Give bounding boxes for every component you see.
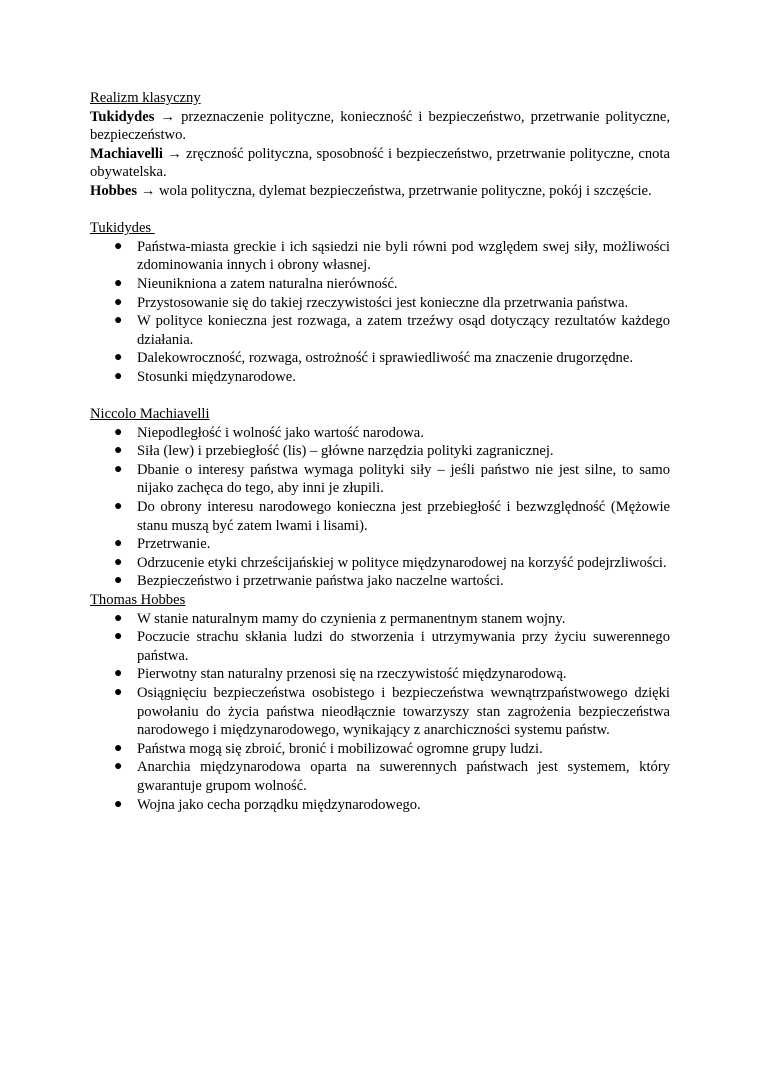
bullet-icon: ●: [114, 313, 123, 329]
list-item: ● Niepodległość i wolność jako wartość narodowa.: [114, 424, 424, 441]
spacer: [90, 201, 670, 220]
bullet-list-tukidydes: [90, 238, 670, 387]
list-item: ● Państwa mogą się zbroić, bronić i mobilizować ogromne grupy ludzi.: [114, 740, 543, 757]
bullet-icon: ●: [114, 350, 123, 366]
bullet-icon: ●: [114, 573, 123, 589]
list-item: ● Bezpieczeństwo i przetrwanie państwa jako naczelne wartości.: [114, 573, 504, 590]
bullet-icon: ●: [114, 275, 123, 291]
list-item: ● W stanie naturalnym mamy do czynienia z permanentnym stanem wojny.: [114, 610, 566, 627]
list-item: ● Dalekowroczność, rozwaga, ostrożność i sprawiedliwość ma znaczenie drugorzędne.: [114, 350, 633, 367]
intro-text: → wola polityczna, dylemat bezpieczeństwa, przetrwanie polityczne, pokój i szczęście.: [137, 182, 652, 199]
intro-text: → zręczność polityczna, sposobność i bezpieczeństwo, przetrwanie polityczne, cnota obywatelska.: [90, 145, 670, 181]
list-item: ● Osiągnięciu bezpieczeństwa osobistego i bezpieczeństwa wewnątrzpaństwowego dzięki powołaniu do życia państwa nieodłącznie towarzyszy stan zagrożenia bezpieczeństwa narodowego i międzynarodowego, wynikający z anarchiczności systemu państw.: [114, 685, 670, 739]
list-item: ● Przetrwanie.: [114, 536, 211, 553]
spacer: [90, 387, 670, 406]
list-item: ● Anarchia międzynarodowa oparta na suwerennych państwach jest systemem, który gwarantuje grupom wolność.: [114, 759, 670, 794]
list-item: ● Pierwotny stan naturalny przenosi się na rzeczywistość międzynarodową.: [114, 666, 567, 683]
bullet-icon: ●: [114, 294, 123, 310]
list-item: ● W polityce konieczna jest rozwaga, a zatem trzeźwy osąd dotyczący rezultatów każdego działania.: [114, 313, 670, 348]
bullet-icon: ●: [114, 554, 123, 570]
document-title: Realizm klasyczny: [90, 90, 201, 106]
section-heading-hobbes: Thomas Hobbes: [90, 592, 186, 609]
bullet-icon: ●: [114, 443, 123, 459]
list-item: ● Państwa-miasta greckie i ich sąsiedzi nie byli równi pod względem swej siły, możliwości zdominowania innych i obrony własnej.: [114, 238, 670, 274]
intro-paragraph-machiavelli: [90, 145, 670, 182]
list-item: ● Nieunikniona a zatem naturalna nierówność.: [114, 275, 398, 292]
list-item: ● Przystosowanie się do takiej rzeczywistości jest konieczne dla przetrwania państwa.: [114, 294, 629, 311]
intro-name: Tukidydes: [90, 108, 155, 125]
bullet-icon: ●: [114, 759, 123, 775]
list-item: ● Wojna jako cecha porządku międzynarodowego.: [114, 796, 421, 813]
bullet-icon: ●: [114, 610, 123, 626]
list-item: ● Siła (lew) i przebiegłość (lis) – główne narzędzia polityki zagranicznej.: [114, 443, 554, 460]
list-item: ● Poczucie strachu skłania ludzi do stworzenia i utrzymywania przy życiu suwerennego państwa.: [114, 629, 670, 664]
bullet-icon: ●: [114, 796, 123, 812]
list-item: ● Dbanie o interesy państwa wymaga polityki siły – jeśli państwo nie jest silne, to samo nijako zachęca do tego, aby inni je złupili.: [114, 461, 670, 497]
bullet-icon: ●: [114, 424, 123, 440]
bullet-icon: ●: [114, 629, 123, 645]
bullet-icon: ●: [114, 666, 123, 682]
intro-name: Machiavelli: [90, 145, 163, 162]
bullet-icon: ●: [114, 461, 123, 477]
section-heading-tukidydes: Tukidydes: [90, 220, 155, 237]
bullet-icon: ●: [114, 536, 123, 552]
bullet-icon: ●: [114, 368, 123, 384]
bullet-list-hobbes: [90, 610, 670, 815]
bullet-list-machiavelli: [90, 424, 670, 591]
intro-name: Hobbes: [90, 182, 138, 199]
bullet-icon: ●: [114, 685, 123, 700]
intro-paragraph-tukidydes: [90, 108, 670, 145]
intro-paragraph-hobbes: [90, 182, 670, 201]
list-item: ● Stosunki międzynarodowe.: [114, 368, 296, 385]
list-item: ● Do obrony interesu narodowego konieczna jest przebiegłość i bezwzględność (Mężowie stanu muszą być zatem lwami i lisami).: [114, 499, 670, 534]
section-heading-machiavelli: Niccolo Machiavelli: [90, 406, 210, 423]
bullet-icon: ●: [114, 740, 123, 756]
bullet-icon: ●: [114, 499, 123, 515]
list-item: ● Odrzucenie etyki chrześcijańskiej w polityce międzynarodowej na korzyść podejrzliwości.: [114, 554, 667, 571]
bullet-icon: ●: [114, 238, 123, 254]
intro-text: → przeznaczenie polityczne, konieczność i bezpieczeństwo, przetrwanie polityczne, bezpieczeństwo.: [90, 108, 670, 144]
